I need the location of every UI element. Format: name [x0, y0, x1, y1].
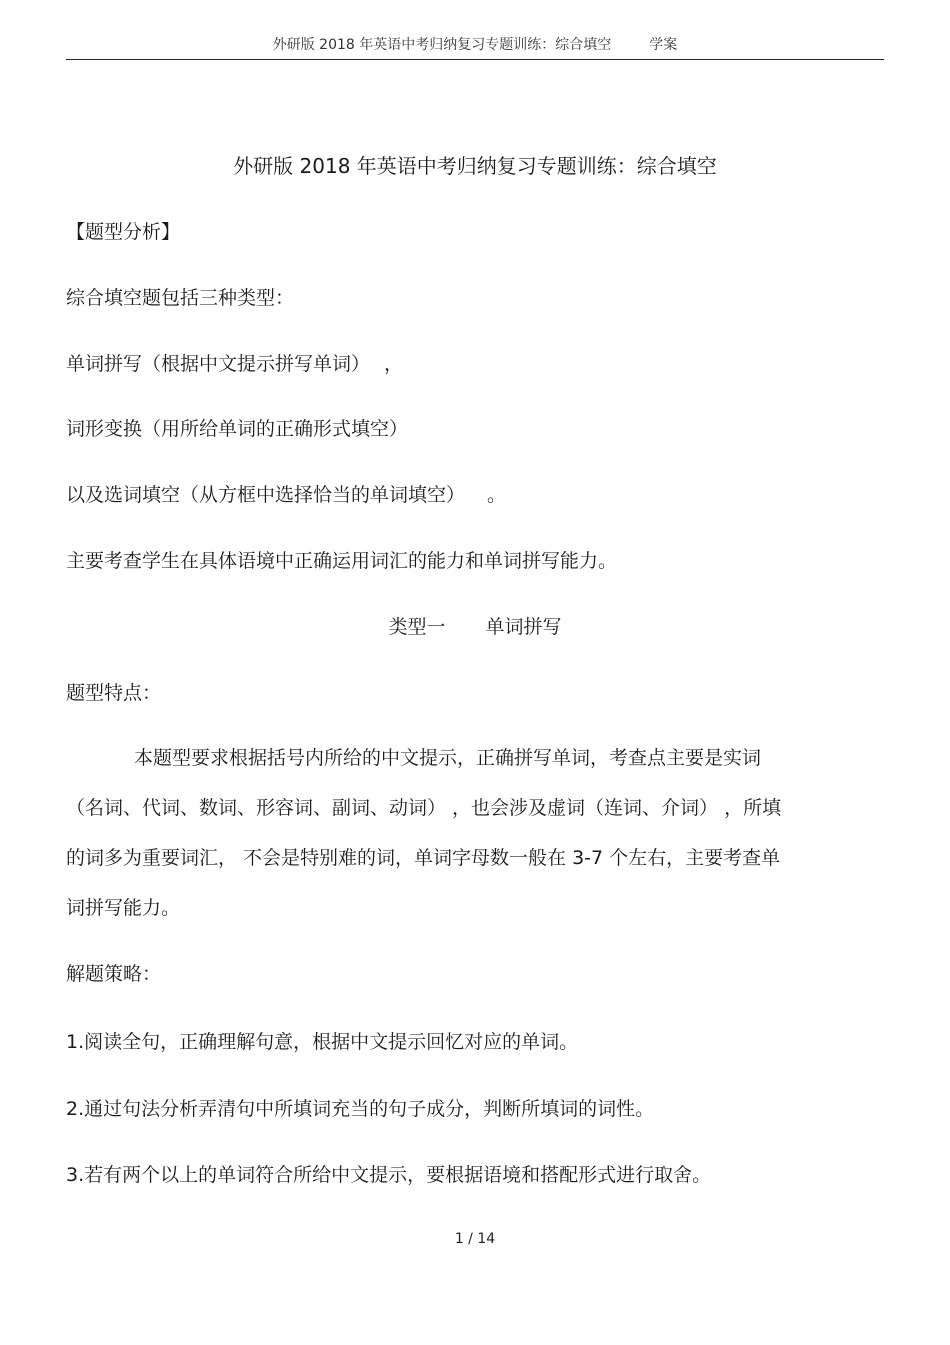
features-line-3: 的词多为重要词汇， 不会是特别难的词，单词字母数一般在 3-7 个左右，主要考查单	[66, 847, 781, 869]
strategy-item-3: 3.若有两个以上的单词符合所给中文提示，要根据语境和搭配形式进行取舍。	[66, 1164, 712, 1186]
features-paragraph	[66, 733, 874, 933]
strategy-heading: 解题策略：	[66, 963, 162, 985]
running-header-title: 外研版 2018 年英语中考归纳复习专题训练：综合填空	[272, 37, 612, 53]
type-choice	[66, 482, 506, 508]
type-spelling-text: 单词拼写（根据中文提示拼写单词）	[66, 353, 371, 375]
strategy-item-2: 2.通过句法分析弄清句中所填词充当的句子成分，判断所填词的词性。	[66, 1098, 655, 1120]
type-choice-text: 以及选词填空（从方框中选择恰当的单词填空）	[66, 484, 466, 506]
type-choice-punct: 。	[487, 484, 507, 506]
features-line-1: 本题型要求根据括号内所给的中文提示，正确拼写单词，考查点主要是实词	[134, 747, 762, 769]
type-transform: 词形变换（用所给单词的正确形式填空）	[66, 418, 409, 440]
document-title: 外研版 2018 年英语中考归纳复习专题训练：综合填空	[233, 154, 717, 178]
features-line-2: （名词、代词、数词、形容词、副词、动词） ，也会涉及虚词（连词、介词） ，所填	[66, 797, 782, 819]
type1-label: 类型一	[388, 616, 446, 638]
strategy-item-1: 1.阅读全句，正确理解句意，根据中文提示回忆对应的单词。	[66, 1031, 579, 1053]
type-spelling-punct: ，	[384, 353, 404, 375]
header-divider	[66, 59, 884, 60]
page-number: 1 / 14	[454, 1231, 496, 1247]
intro-text: 综合填空题包括三种类型：	[66, 287, 295, 309]
type1-heading	[66, 614, 884, 640]
running-header	[66, 34, 884, 54]
running-header-tag: 学案	[649, 37, 678, 53]
features-heading: 题型特点：	[66, 682, 162, 704]
section-heading-analysis: 【题型分析】	[66, 221, 181, 243]
features-line-4: 词拼写能力。	[66, 897, 181, 919]
type-spelling	[66, 351, 403, 377]
type1-name: 单词拼写	[485, 616, 562, 638]
summary-text: 主要考查学生在具体语境中正确运用词汇的能力和单词拼写能力。	[66, 550, 618, 572]
